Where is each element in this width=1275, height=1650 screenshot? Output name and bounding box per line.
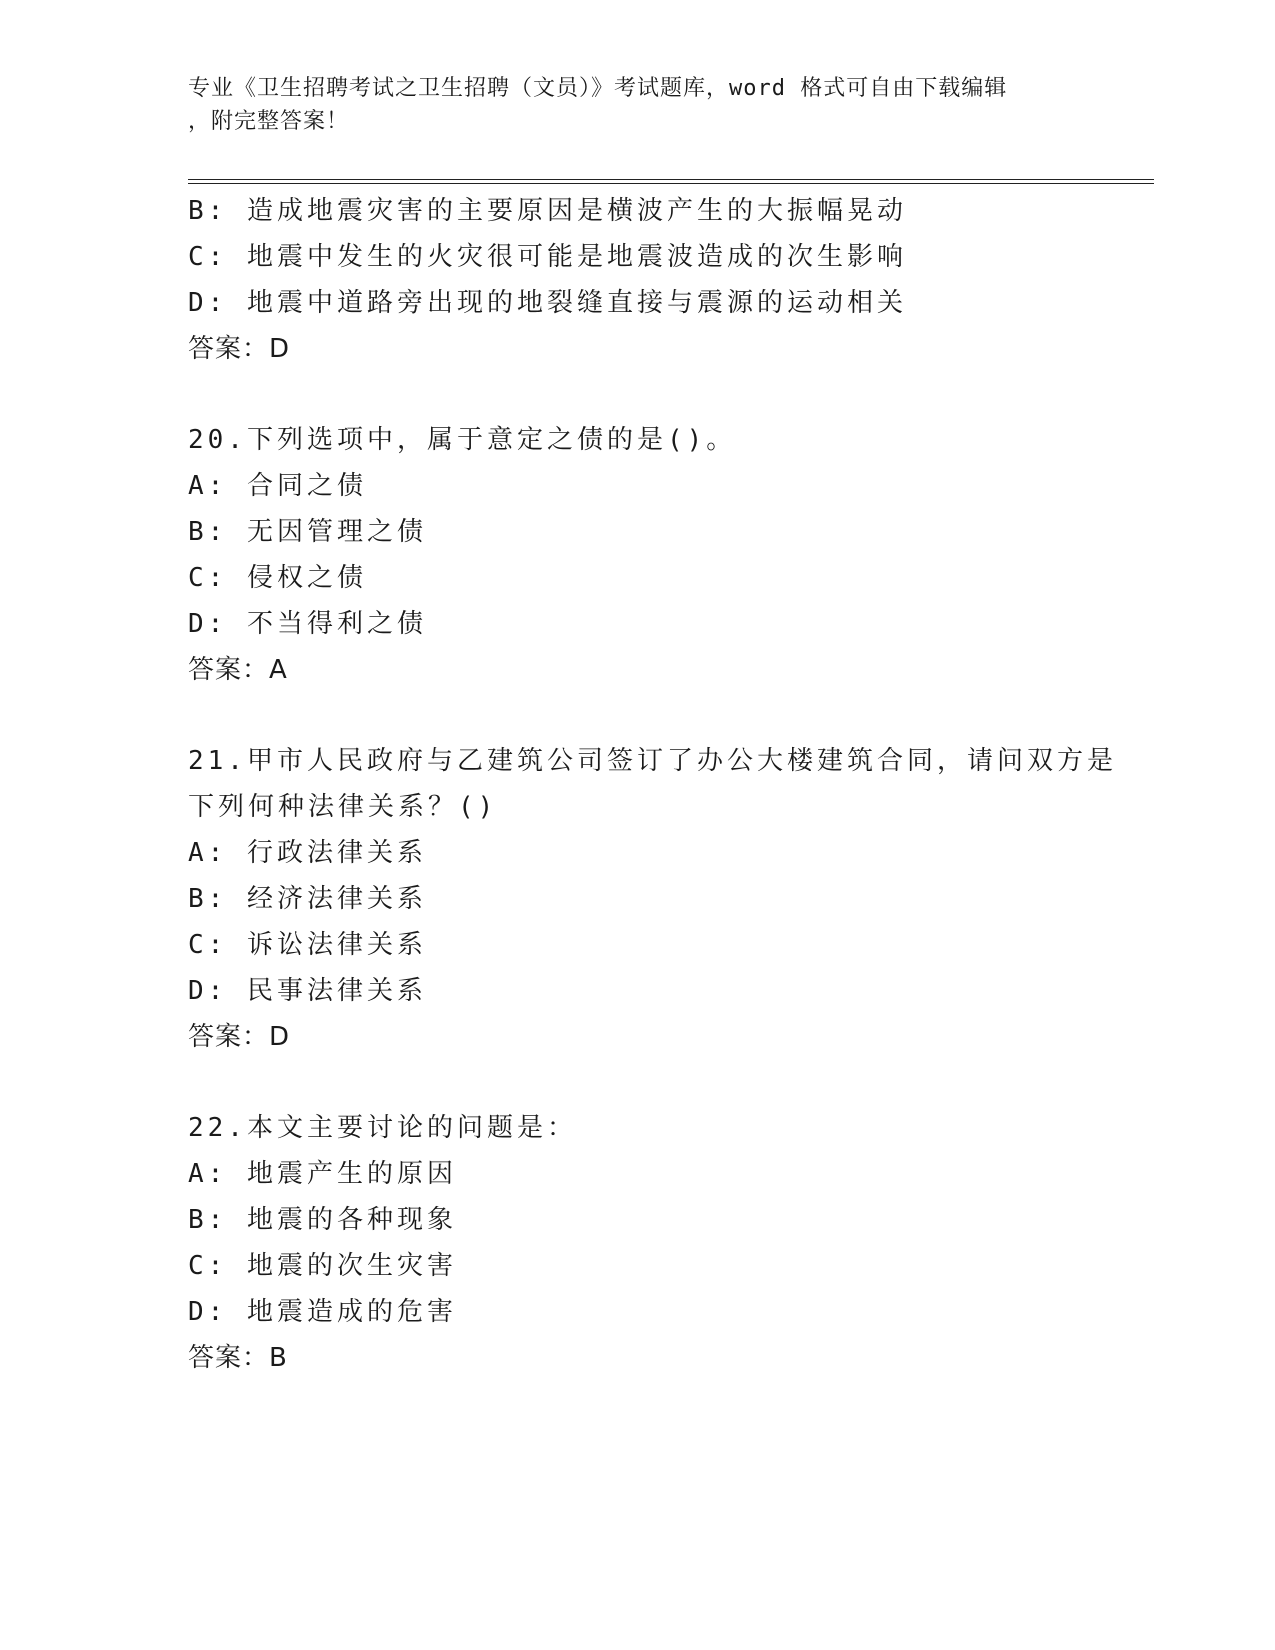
option-d: D: 地震中道路旁出现的地裂缝直接与震源的运动相关 (188, 288, 907, 318)
option-c: C: 侵权之债 (188, 563, 367, 593)
spacer (188, 693, 1128, 738)
header-line-1: 专业《卫生招聘考试之卫生招聘（文员）》考试题库，word 格式可自由下载编辑 (188, 76, 1008, 101)
option-a: A: 地震产生的原因 (188, 1159, 457, 1189)
question-stem: 20.下列选项中，属于意定之债的是()。 (188, 425, 737, 455)
question-stem: 22.本文主要讨论的问题是： (188, 1113, 577, 1143)
answer: 答案：A (188, 655, 288, 685)
question-stem-continued: 下列何种法律关系？() (188, 792, 498, 822)
option-b: B: 地震的各种现象 (188, 1205, 457, 1235)
header-divider-top (188, 179, 1154, 180)
option-d: D: 不当得利之债 (188, 609, 427, 639)
option-b: B: 造成地震灾害的主要原因是横波产生的大振幅晃动 (188, 196, 907, 226)
answer: 答案：D (188, 1022, 291, 1052)
question-22 (188, 1105, 1128, 1381)
option-c: C: 地震的次生灾害 (188, 1251, 457, 1281)
question-20 (188, 417, 1128, 693)
spacer (188, 1060, 1128, 1105)
question-21 (188, 738, 1128, 1060)
option-b: B: 经济法律关系 (188, 884, 427, 914)
question-stem: 21.甲市人民政府与乙建筑公司签订了办公大楼建筑合同，请问双方是 (188, 746, 1117, 776)
spacer (188, 372, 1128, 417)
option-a: A: 合同之债 (188, 471, 367, 501)
option-a: A: 行政法律关系 (188, 838, 427, 868)
option-c: C: 地震中发生的火灾很可能是地震波造成的次生影响 (188, 242, 907, 272)
question-19-continued (188, 188, 1128, 372)
option-d: D: 民事法律关系 (188, 976, 427, 1006)
option-b: B: 无因管理之债 (188, 517, 427, 547)
answer: 答案：B (188, 1343, 288, 1373)
answer: 答案：D (188, 334, 291, 364)
header-divider-bottom (188, 183, 1154, 184)
option-d: D: 地震造成的危害 (188, 1297, 457, 1327)
header-line-2: ，附完整答案！ (188, 109, 350, 134)
question-list (188, 188, 1128, 1381)
option-c: C: 诉讼法律关系 (188, 930, 427, 960)
document-header (188, 72, 1088, 138)
